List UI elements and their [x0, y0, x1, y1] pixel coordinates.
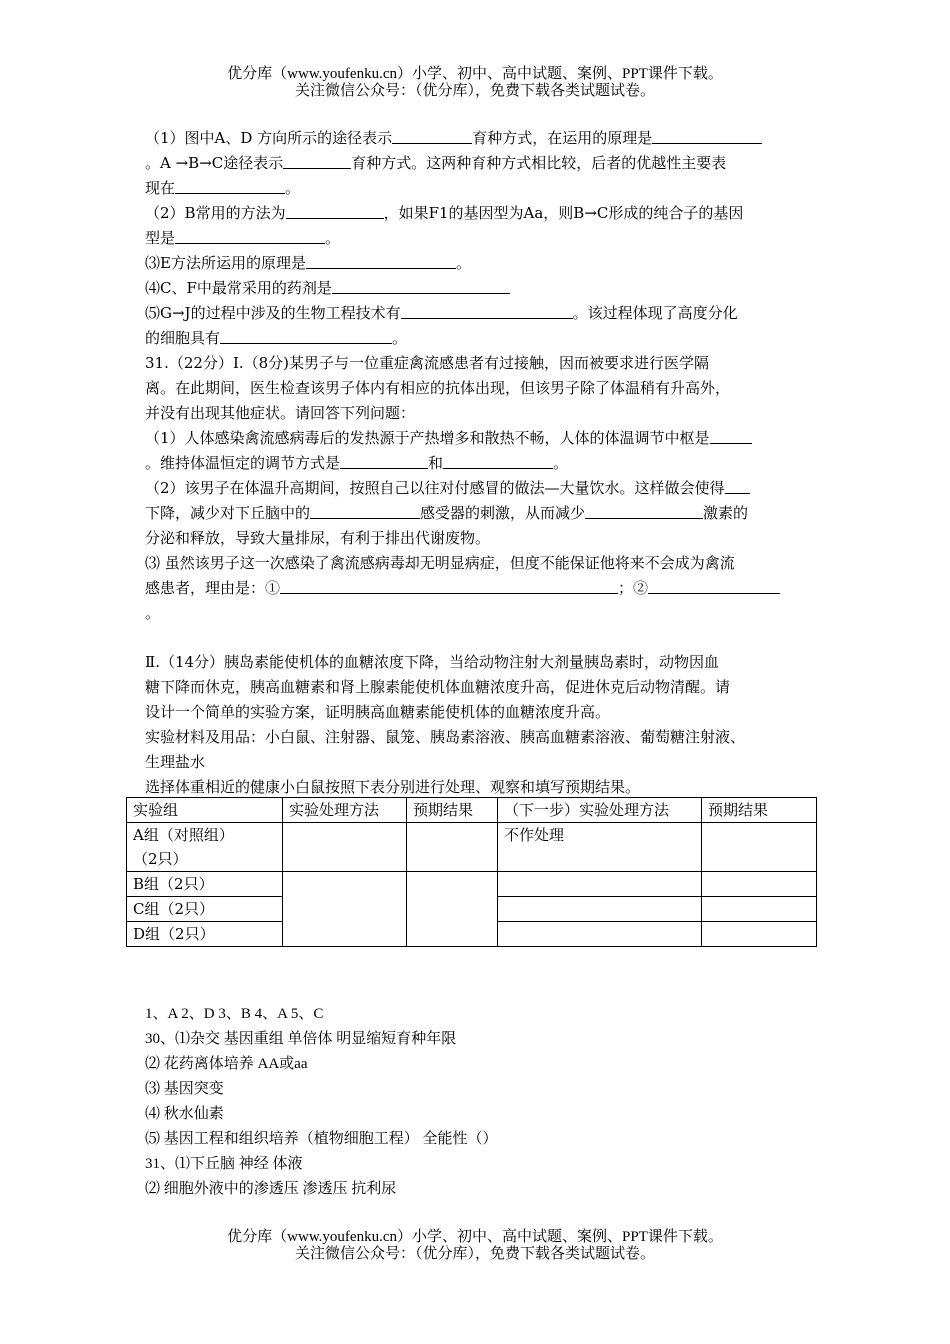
blank	[725, 477, 750, 494]
q31-line-8: 分泌和释放，导致大量排尿，有利于排出代谢废物。	[145, 529, 491, 547]
answer-line: ⑸ 基因工程和组织培养（植物细胞工程） 全能性（）	[145, 1131, 498, 1147]
table-cell	[498, 897, 702, 922]
table-cell	[702, 897, 817, 922]
q30-line-6: ⑶E方法所运用的原理是 。	[145, 254, 471, 272]
table-cell	[498, 922, 702, 947]
q31-line-2: 离。在此期间，医生检查该男子体内有相应的抗体出现，但该男子除了体温稍有升高外，	[145, 379, 731, 397]
table-cell	[283, 823, 407, 872]
blank	[585, 502, 703, 519]
q30-line-5: 型是 。	[145, 229, 341, 247]
blank	[175, 227, 325, 244]
blank	[443, 452, 553, 469]
answer-line: ⑶ 基因突变	[145, 1081, 224, 1097]
table-cell	[498, 872, 702, 897]
q31-line-11: 。	[145, 604, 161, 622]
table-cell-merged	[407, 872, 498, 947]
q30-line-2: 。A →B→C途径表示 育种方式。这两种育种方式相比较，后者的优越性主要表	[145, 154, 727, 172]
header-line-2: 关注微信公众号：（优分库），免费下载各类试题试卷。	[294, 83, 655, 99]
part2-line-1: Ⅱ.（14分）胰岛素能使机体的血糖浓度下降，当给动物注射大剂量胰岛素时，动物因血	[145, 653, 720, 671]
table-cell-group-a: A组（对照组） （2只）	[127, 823, 283, 872]
q31-line-5: 。维持体温恒定的调节方式是 和 。	[145, 454, 569, 472]
table-cell-group-c: C组（2只）	[127, 897, 283, 922]
answer-line: 31、⑴下丘脑 神经 体液	[145, 1156, 303, 1172]
q31-line-3: 并没有出现其他症状。请回答下列问题：	[145, 404, 416, 422]
blank	[280, 577, 618, 594]
part2-line-3: 设计一个简单的实验方案，证明胰高血糖素能使机体的血糖浓度升高。	[145, 703, 611, 721]
blank	[648, 577, 780, 594]
table-cell-group-b: B组（2只）	[127, 872, 283, 897]
table-header-cell: 预期结果	[702, 798, 817, 823]
blank	[175, 177, 285, 194]
table-cell	[702, 922, 817, 947]
part2-line-6: 选择体重相近的健康小白鼠按照下表分别进行处理、观察和填写预期结果。	[145, 778, 641, 796]
q30-line-4: （2）B常用的方法为 ，如果F1的基因型为Aa，则B→C形成的纯合子的基因	[145, 204, 744, 222]
table-cell	[407, 823, 498, 872]
spacer	[145, 626, 810, 650]
page-footer	[0, 1229, 950, 1263]
part2-line-2: 糖下降而休克，胰高血糖素和肾上腺素能使机体血糖浓度升高，促进休克后动物清醒。请	[145, 678, 731, 696]
table-cell-group-d: D组（2只）	[127, 922, 283, 947]
q31-line-9: ⑶ 虽然该男子这一次感染了禽流感病毒却无明显病症，但度不能保证他将来不会成为禽流	[145, 554, 735, 572]
blank	[220, 327, 392, 344]
table-header-row	[127, 798, 817, 823]
table-cell	[702, 823, 817, 872]
footer-line-1: 优分库（www.youfenku.cn）小学、初中、高中试题、案例、PPT课件下载。	[227, 1229, 723, 1245]
blank	[332, 277, 510, 294]
table-cell: 不作处理	[498, 823, 702, 872]
blank	[283, 152, 351, 169]
q31-line-1: 31.（22分）Ⅰ.（8分)某男子与一位重症禽流感患者有过接触，因而被要求进行医学隔	[145, 354, 710, 372]
table-header-cell: （下一步）实验处理方法	[498, 798, 702, 823]
part2-line-4: 实验材料及用品：小白鼠、注射器、鼠笼、胰岛素溶液、胰高血糖素溶液、葡萄糖注射液、	[145, 728, 746, 746]
table-header-cell: 实验处理方法	[283, 798, 407, 823]
table-cell	[702, 872, 817, 897]
q31-line-6: （2）该男子在体温升高期间，按照自己以往对付感冒的做法—大量饮水。这样做会使得	[145, 476, 810, 501]
blank	[286, 202, 384, 219]
table-header-cell: 实验组	[127, 798, 283, 823]
table-row	[127, 823, 817, 872]
q30-line-3: 现在 。	[145, 179, 301, 197]
answer-line: ⑵ 花药离体培养 AA或aa	[145, 1056, 308, 1072]
q31-line-7: 下降，减少对下丘脑中的 感受器的刺激，从而减少 激素的	[145, 504, 749, 522]
table-header-cell: 预期结果	[407, 798, 498, 823]
part2-line-5: 生理盐水	[145, 753, 206, 771]
page-header	[0, 66, 950, 100]
blank	[392, 127, 472, 144]
answer-line: 1、A 2、D 3、B 4、A 5、C	[145, 1006, 324, 1022]
q30-line-1: （1）图中A、D 方向所示的途径表示 育种方式，在运用的原理是	[145, 126, 810, 151]
blank	[340, 452, 428, 469]
blank	[310, 502, 420, 519]
answer-key	[145, 1002, 810, 1202]
answer-line: 30、⑴杂交 基因重组 单倍体 明显缩短育种年限	[145, 1031, 457, 1047]
q30-line-9: 的细胞具有 。	[145, 329, 408, 347]
blank	[401, 302, 573, 319]
q30-line-7: ⑷C、F中最常采用的药剂是	[145, 276, 810, 301]
table-row	[127, 872, 817, 897]
answer-line: ⑵ 细胞外液中的渗透压 渗透压 抗利尿	[145, 1181, 397, 1197]
footer-line-2: 关注微信公众号：（优分库），免费下载各类试题试卷。	[294, 1246, 655, 1262]
header-line-1: 优分库（www.youfenku.cn）小学、初中、高中试题、案例、PPT课件下载。	[227, 66, 723, 82]
q31-line-10: 感患者，理由是：① ；②	[145, 576, 810, 601]
question-content	[145, 126, 810, 800]
q31-line-4: （1）人体感染禽流感病毒后的发热源于产热增多和散热不畅，人体的体温调节中枢是	[145, 426, 810, 451]
blank	[306, 252, 456, 269]
experiment-table	[126, 797, 817, 947]
q30-line-8: ⑸G→J的过程中涉及的生物工程技术有 。该过程体现了高度分化	[145, 304, 738, 322]
answer-line: ⑷ 秋水仙素	[145, 1106, 224, 1122]
table-cell-merged	[283, 872, 407, 947]
blank	[652, 127, 762, 144]
blank	[710, 427, 752, 444]
